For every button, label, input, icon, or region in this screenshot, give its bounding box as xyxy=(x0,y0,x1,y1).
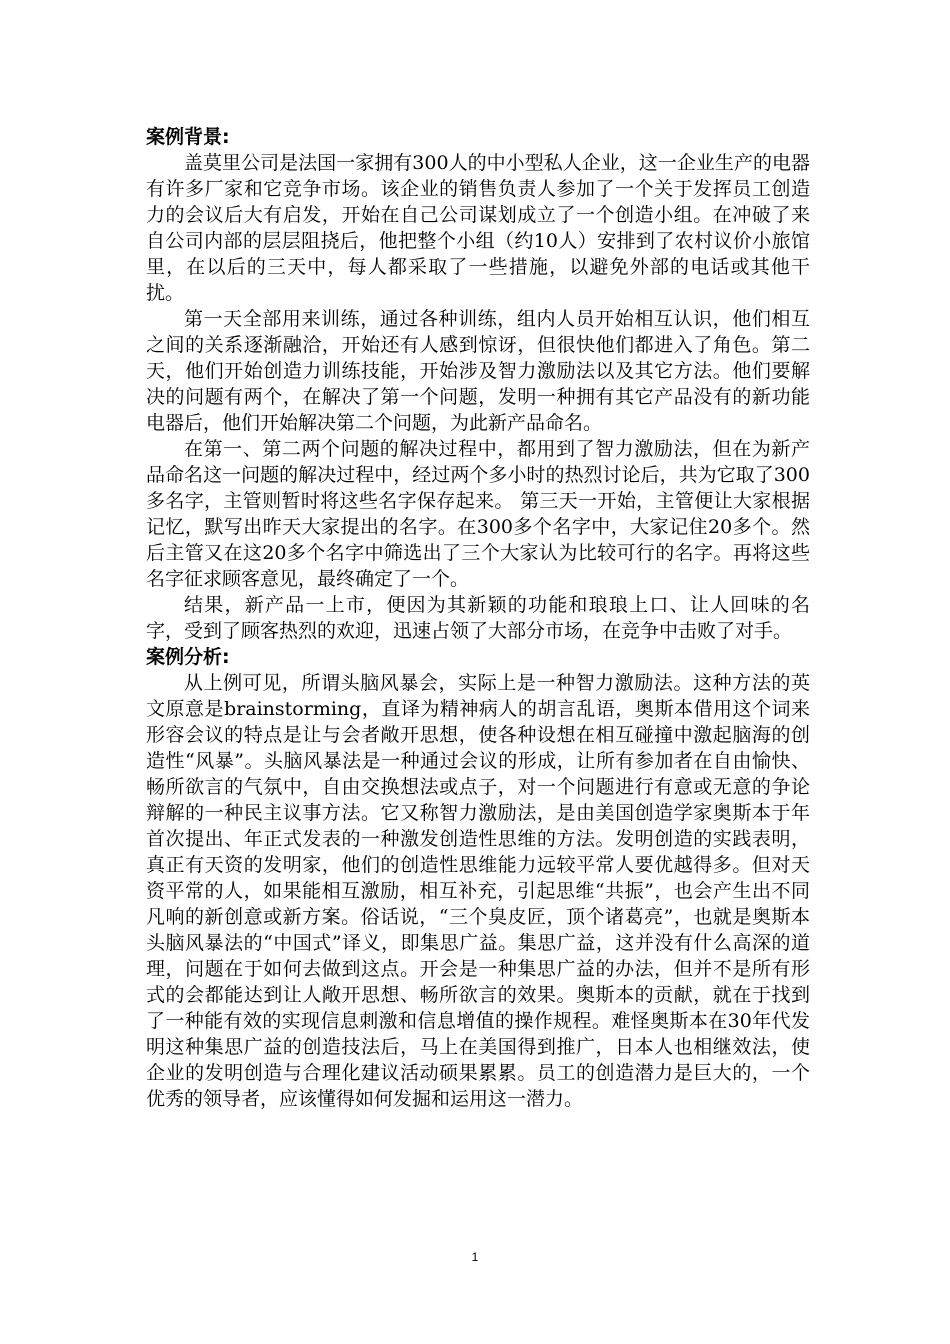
analysis-heading: 案例分析: xyxy=(146,646,230,668)
document-body xyxy=(146,124,810,1112)
analysis-paragraph-1: 从上例可见，所谓头脑风暴会，实际上是一种智力激励法。这种方法的英文原意是brainstorming，直译为精神病人的胡言乱语，奥斯本借用这个词来形容会议的特点是让与会者敞开思想，使各种设想在相互碰撞中激起脑海的创造性“风暴”。头脑风暴法是一种通过会议的形成，让所有参加者在自由愉快、畅所欲言的气氛中，自由交换想法或点子，对一个问题进行有意或无意的争论辩解的一种民主议事方法。它又称智力激励法，是由美国创造学家奥斯本于年首次提出、年正式发表的一种激发创造性思维的方法。发明创造的实践表明，真正有天资的发明家，他们的创造性思维能力远较平常人要优越得多。但对天资平常的人，如果能相互激励，相互补充，引起思维“共振”，也会产生出不同凡响的新创意或新方案。俗话说，“三个臭皮匠，顶个诸葛亮”，也就是奥斯本头脑风暴法的“中国式”译义，即集思广益。集思广益，这并没有什么高深的道理，问题在于如何去做到这点。开会是一种集思广益的办法，但并不是所有形式的会都能达到让人敞开思想、畅所欲言的效果。奥斯本的贡献，就在于找到了一种能有效的实现信息刺激和信息增值的操作规程。难怪奥斯本在30年代发明这种集思广益的创造技法后，马上在美国得到推广，日本人也相继效法，使企业的发明创造与合理化建议活动硕果累累。员工的创造潜力是巨大的，一个优秀的领导者，应该懂得如何发掘和运用这一潜力。 xyxy=(146,672,810,1110)
background-paragraph-3: 在第一、第二两个问题的解决过程中，都用到了智力激励法，但在为新产品命名这一问题的解决过程中，经过两个多小时的热烈讨论后，共为它取了300多名字，主管则暂时将这些名字保存起来。 第三天一开始，主管便让大家根据记忆，默写出昨天大家提出的名字。在300多个名字中，大家记住20多个。然后主管又在这20多个名字中筛选出了三个大家认为比较可行的名字。再将这些名字征求顾客意见，最终确定了一个。 xyxy=(146,438,810,590)
background-paragraph-1: 盖莫里公司是法国一家拥有300人的中小型私人企业，这一企业生产的电器有许多厂家和它竞争市场。该企业的销售负责人参加了一个关于发挥员工创造力的会议后大有启发，开始在自己公司谋划成立了一个创造小组。在冲破了来自公司内部的层层阻挠后，他把整个小组（约10人）安排到了农村议价小旅馆里，在以后的三天中，每人都采取了一些措施，以避免外部的电话或其他干扰。 xyxy=(146,152,810,304)
background-paragraph-4: 结果，新产品一上市，便因为其新颖的功能和琅琅上口、让人回味的名字，受到了顾客热烈的欢迎，迅速占领了大部分市场，在竞争中击败了对手。 xyxy=(146,594,810,642)
background-paragraph-2: 第一天全部用来训练，通过各种训练，组内人员开始相互认识，他们相互之间的关系逐渐融洽，开始还有人感到惊讶，但很快他们都进入了角色。第二天，他们开始创造力训练技能，开始涉及智力激励法以及其它方法。他们要解决的问题有两个，在解决了第一个问题，发明一种拥有其它产品没有的新功能电器后，他们开始解决第二个问题，为此新产品命名。 xyxy=(146,308,810,434)
background-heading: 案例背景: xyxy=(146,126,230,148)
page-number: 1 xyxy=(471,1250,479,1264)
